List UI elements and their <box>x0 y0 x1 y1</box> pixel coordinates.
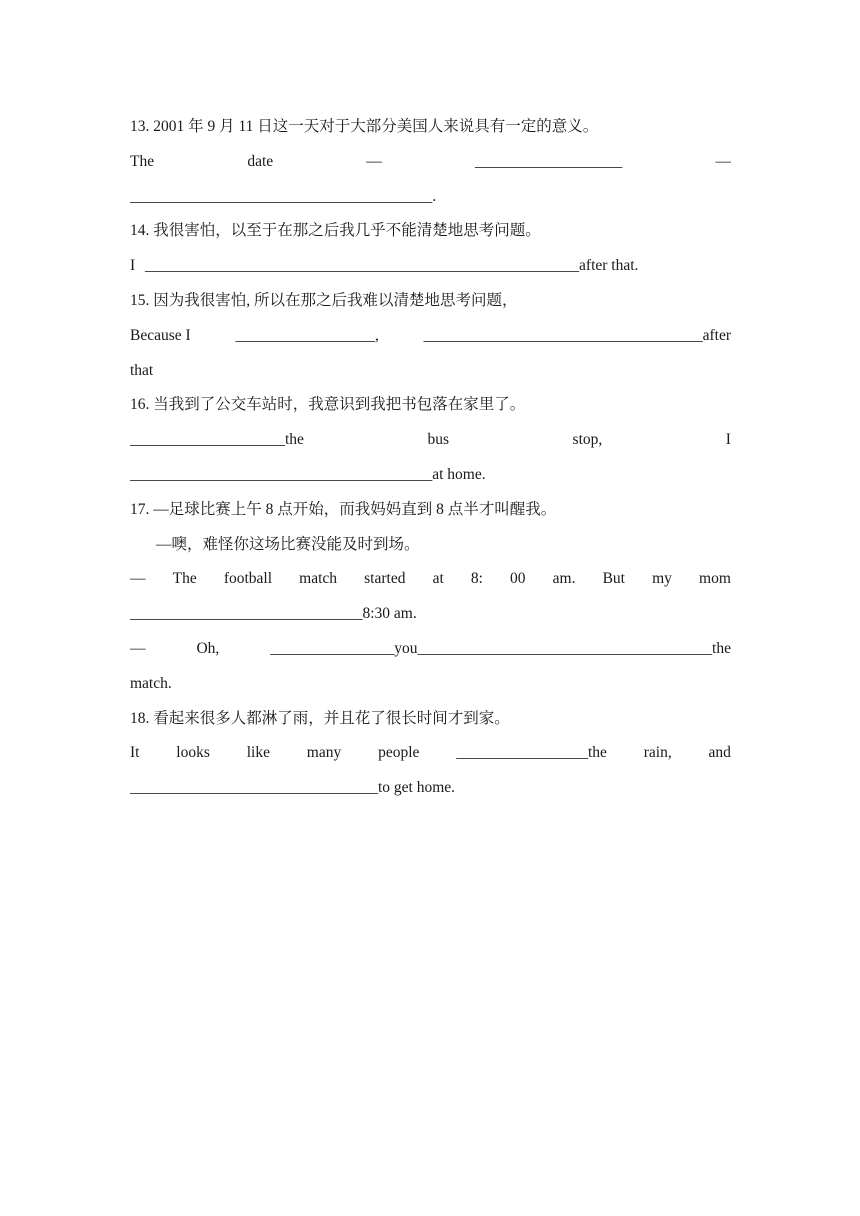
word: am. <box>552 570 576 588</box>
word: football <box>223 570 273 588</box>
answer-blank[interactable]: _________________the <box>456 744 607 762</box>
dash: — <box>366 152 382 170</box>
answer-blank[interactable]: _______________________________________at home. <box>130 465 486 483</box>
answer-blank[interactable]: ________________you______________________________________the <box>270 639 731 657</box>
word: But <box>602 570 625 588</box>
dash: — <box>715 152 731 170</box>
answer-blank[interactable]: __________________, <box>235 326 379 344</box>
word: looks <box>176 744 210 762</box>
answer-blank[interactable]: ________________________________________________________after that. <box>145 257 639 275</box>
word: Oh, <box>196 639 220 657</box>
word: — <box>130 570 146 588</box>
word: and <box>708 744 731 762</box>
question-17-prompt: 17. —足球比赛上午 8 点开始，而我妈妈直到 8 点半才叫醒我。 <box>130 500 557 518</box>
word: It <box>130 744 140 762</box>
question-17-line-1 <box>130 562 731 597</box>
question-13-line-1 <box>130 145 731 180</box>
question-14-line-1 <box>130 249 731 284</box>
question-16-line-1 <box>130 423 731 458</box>
answer-blank[interactable]: _______________________________________. <box>130 187 437 205</box>
question-16-prompt: 16. 当我到了公交车站时，我意识到我把书包落在家里了。 <box>130 396 526 414</box>
word: Because I <box>130 326 191 344</box>
word: 8: <box>470 570 483 588</box>
word: The <box>130 152 155 170</box>
worksheet-page <box>130 110 731 806</box>
word: bus <box>427 431 450 449</box>
word: like <box>246 744 270 762</box>
word: people <box>378 744 420 762</box>
question-17-line-3 <box>130 632 731 667</box>
word: 00 <box>510 570 526 588</box>
question-15-prompt: 15. 因为我很害怕, 所以在那之后我难以清楚地思考问题， <box>130 291 518 309</box>
word: rain, <box>643 744 672 762</box>
question-15-line-1 <box>130 319 731 354</box>
word: I <box>725 431 731 449</box>
word: that <box>130 361 154 379</box>
word: stop, <box>572 431 603 449</box>
word: date <box>247 152 274 170</box>
question-17-prompt-2: —噢，难怪你这场比赛没能及时到场。 <box>156 535 420 553</box>
question-18-line-1 <box>130 736 731 771</box>
word: started <box>364 570 406 588</box>
word: match. <box>130 674 172 692</box>
word: mom <box>699 570 731 588</box>
answer-blank[interactable]: ____________________the <box>130 431 304 449</box>
word: many <box>306 744 342 762</box>
answer-blank[interactable]: ______________________________8:30 am. <box>130 605 417 623</box>
answer-blank[interactable]: ________________________________to get home. <box>130 779 456 797</box>
question-18-prompt: 18. 看起来很多人都淋了雨，并且花了很长时间才到家。 <box>130 709 510 727</box>
word: I <box>130 257 136 275</box>
answer-blank[interactable]: ___________________ <box>475 152 623 170</box>
answer-blank[interactable]: ____________________________________after <box>423 326 731 344</box>
word: match <box>299 570 338 588</box>
word: at <box>432 570 444 588</box>
word: — <box>130 639 146 657</box>
word: The <box>172 570 197 588</box>
question-13-prompt: 13. 2001 年 9 月 11 日这一天对于大部分美国人来说具有一定的意义。 <box>130 118 599 135</box>
question-14-prompt: 14. 我很害怕，以至于在那之后我几乎不能清楚地思考问题。 <box>130 222 541 240</box>
word: my <box>652 570 672 588</box>
